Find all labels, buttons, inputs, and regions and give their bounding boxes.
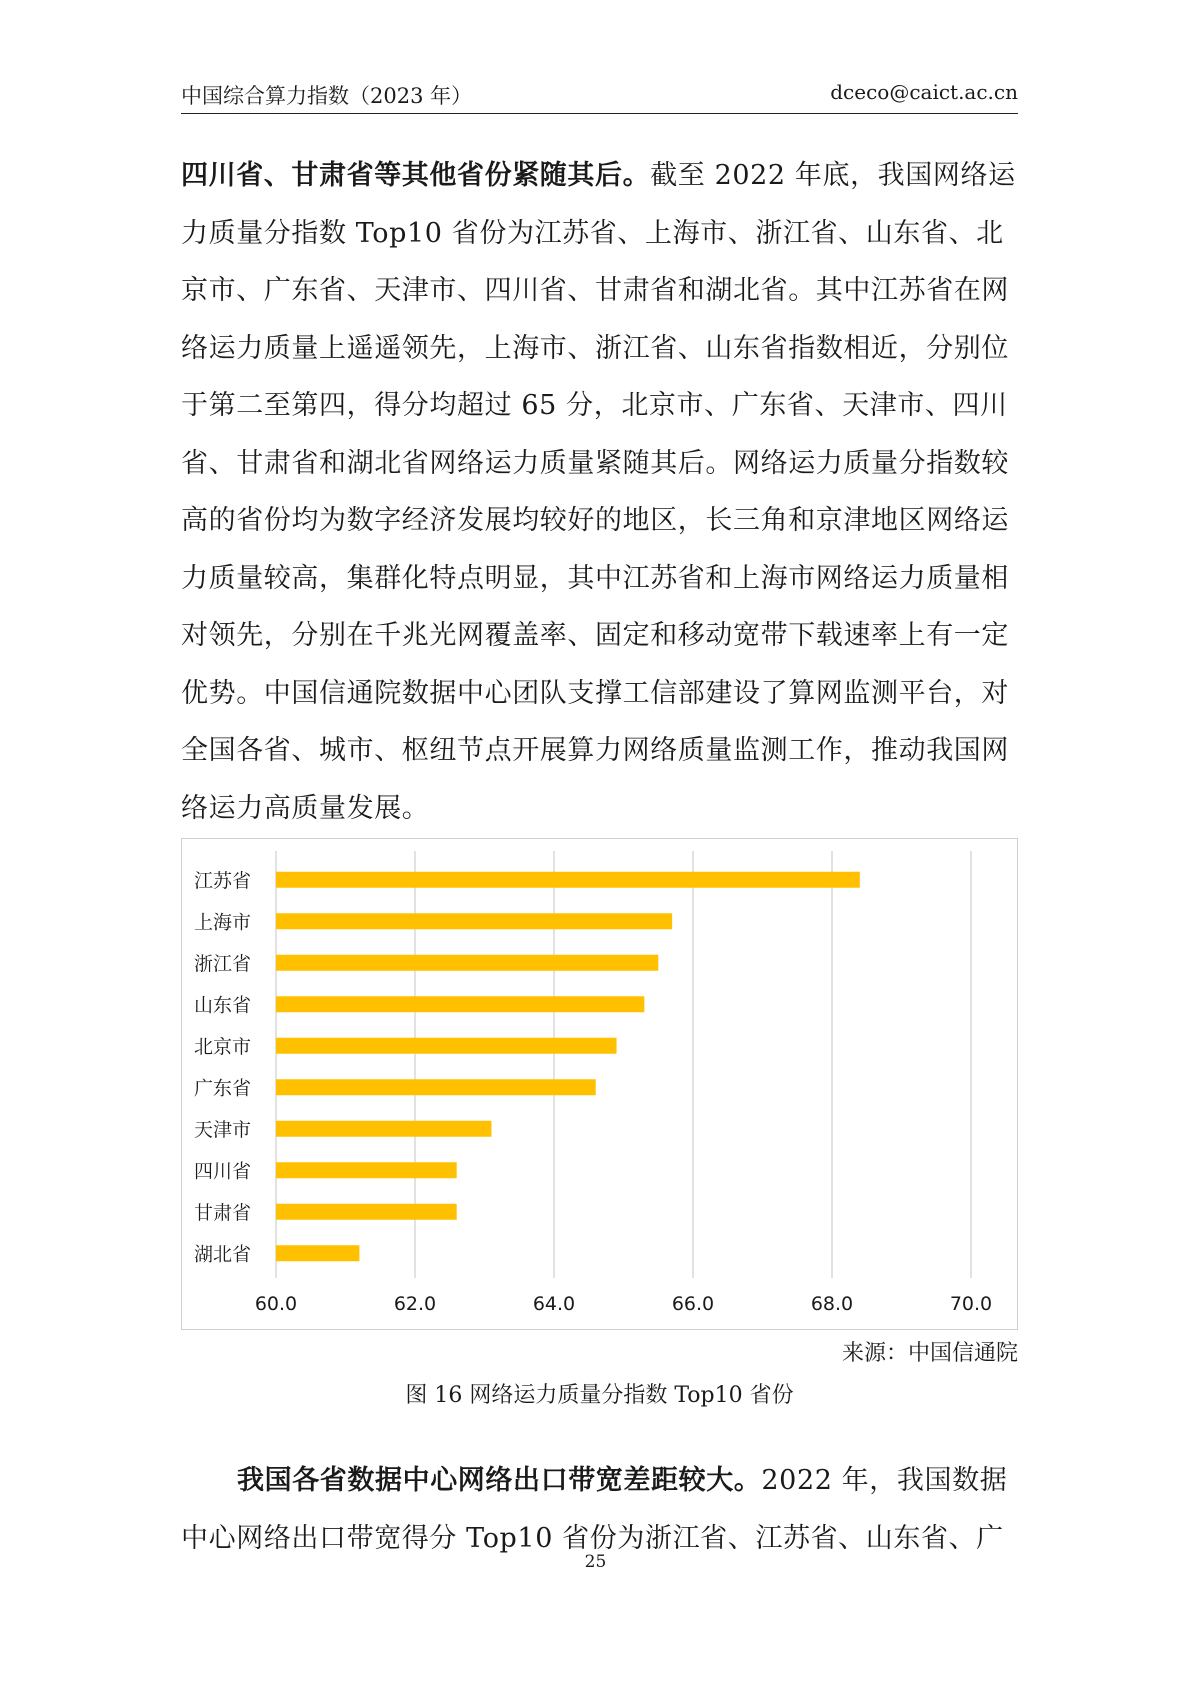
- body-paragraph-2: [181, 1452, 1018, 1567]
- bar: [276, 913, 672, 929]
- x-tick-label: 70.0: [949, 1293, 993, 1315]
- bar-chart: [182, 839, 1017, 1329]
- x-tick-label: 60.0: [254, 1293, 298, 1315]
- category-label: 甘肃省: [194, 1201, 252, 1224]
- paragraph-lead: 四川省、甘肃省等其他省份紧随其后。: [181, 160, 651, 191]
- bar: [276, 872, 860, 888]
- running-header-email: dceco@caict.ac.cn: [830, 80, 1018, 104]
- bar: [276, 955, 658, 971]
- category-label: 江苏省: [194, 869, 252, 892]
- category-label: 北京市: [194, 1035, 252, 1058]
- x-tick-label: 66.0: [671, 1293, 715, 1315]
- running-header-title: 中国综合算力指数（2023 年）: [181, 84, 473, 108]
- x-tick-label: 62.0: [393, 1293, 437, 1315]
- bar: [276, 996, 644, 1012]
- bar: [276, 1245, 359, 1261]
- category-label: 山东省: [194, 994, 252, 1017]
- bar: [276, 1038, 617, 1054]
- bar: [276, 1079, 596, 1095]
- category-label: 广东省: [194, 1077, 252, 1100]
- x-tick-label: 64.0: [532, 1293, 576, 1315]
- paragraph-lead: 我国各省数据中心网络出口带宽差距较大。: [237, 1465, 762, 1496]
- category-label: 浙江省: [194, 952, 252, 975]
- x-tick-label: 68.0: [810, 1293, 854, 1315]
- category-label: 湖北省: [194, 1243, 252, 1266]
- figure-source: 来源：中国信通院: [841, 1341, 1018, 1366]
- body-paragraph-1: [181, 147, 1018, 837]
- category-label: 四川省: [194, 1160, 252, 1183]
- category-label: 天津市: [194, 1118, 252, 1141]
- paragraph-body: 2022 年，我国数据中心网络出口带宽得分 Top10 省份为浙江省、江苏省、山东省、广: [181, 1465, 1008, 1554]
- paragraph-body: 截至 2022 年底，我国网络运力质量分指数 Top10 省份为江苏省、上海市、浙江省、山东省、北京市、广东省、天津市、四川省、甘肃省和湖北省。其中江苏省在网络运力质量上遥遥领先，上海市、浙江省、山东省指数相近，分别位于第二至第四，得分均超过 65 分，北京市、广东省、天津市、四川省、甘肃省和湖北省网络运力质量紧随其后。网络运力质量分指数较高的省份均为数字经济发展均较好的地区，长三角和京津地区网络运力质量较高，集群化特点明显，其中江苏省和上海市网络运力质量相对领先，分别在千兆光网覆盖率、固定和移动宽带下载速率上有一定优势。中国信通院数据中心团队支撑工信部建设了算网监测平台，对全国各省、城市、枢纽节点开展算力网络质量监测工作，推动我国网络运力高质量发展。: [181, 160, 1016, 824]
- bar-chart-frame: [181, 838, 1018, 1330]
- figure-caption: 图 16 网络运力质量分指数 Top10 省份: [405, 1383, 794, 1408]
- bar: [276, 1121, 491, 1137]
- header-rule: [181, 113, 1018, 114]
- category-label: 上海市: [194, 911, 252, 934]
- bar: [276, 1204, 457, 1220]
- bar: [276, 1162, 457, 1178]
- page-number: 25: [584, 1552, 607, 1572]
